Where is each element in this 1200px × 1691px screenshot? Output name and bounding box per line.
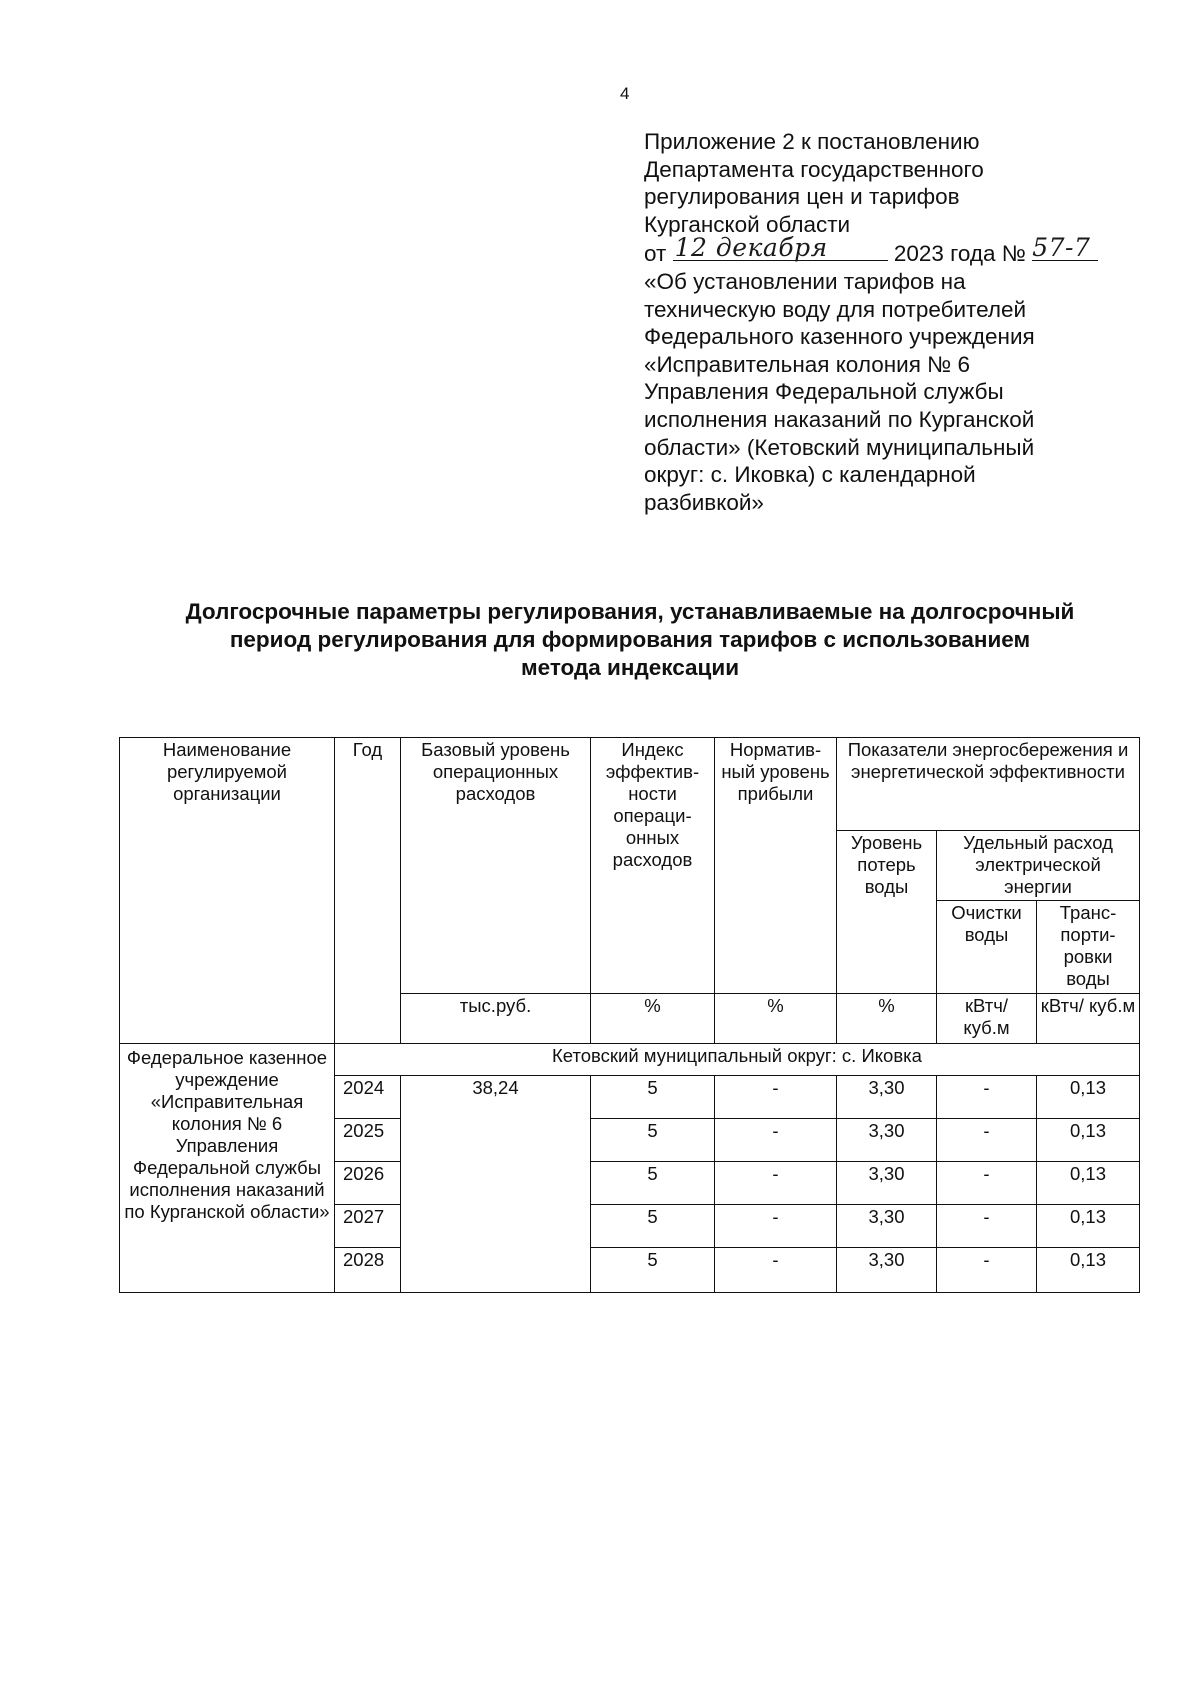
appendix-subject-line: «Исправительная колония № 6 bbox=[644, 351, 971, 377]
losses-cell: 3,30 bbox=[837, 1205, 937, 1248]
appendix-subject-line: разбивкой» bbox=[644, 489, 764, 515]
header-normative-profit: Норматив-ный уровень прибыли bbox=[715, 738, 837, 994]
header-specific-power: Удельный расход электрической энергии bbox=[937, 831, 1140, 901]
transport-cell: 0,13 bbox=[1037, 1248, 1140, 1293]
index-cell: 5 bbox=[591, 1119, 715, 1162]
year-cell: 2028 bbox=[335, 1248, 401, 1293]
number-blank bbox=[1032, 232, 1098, 262]
transport-cell: 0,13 bbox=[1037, 1076, 1140, 1119]
index-cell: 5 bbox=[591, 1076, 715, 1119]
date-blank bbox=[673, 232, 888, 262]
losses-cell: 3,30 bbox=[837, 1248, 937, 1293]
handwritten-number: 57-7 bbox=[1032, 232, 1091, 262]
title-line: Долгосрочные параметры регулирования, устанавливаемые на долгосрочный bbox=[185, 599, 1075, 624]
index-cell: 5 bbox=[591, 1248, 715, 1293]
header-energy-group: Показатели энергосбережения и энергетической эффективности bbox=[837, 738, 1140, 831]
year-cell: 2026 bbox=[335, 1162, 401, 1205]
profit-cell: - bbox=[715, 1205, 837, 1248]
unit-transport: кВтч/ куб.м bbox=[1037, 994, 1140, 1044]
year-cell: 2025 bbox=[335, 1119, 401, 1162]
appendix-subject-line: техническую воду для потребителей bbox=[644, 296, 1027, 322]
unit-empty bbox=[120, 994, 335, 1044]
appendix-date-line bbox=[644, 232, 1114, 268]
handwritten-date: 12 декабря bbox=[674, 232, 828, 262]
losses-cell: 3,30 bbox=[837, 1076, 937, 1119]
document-title bbox=[110, 598, 1150, 682]
purification-cell: - bbox=[937, 1162, 1037, 1205]
organization-name: Федеральное казенное учреждение «Исправительная колония № 6 Управления Федеральной службы исполнения наказаний по Курганской области» bbox=[120, 1044, 335, 1293]
appendix-line: регулирования цен и тарифов bbox=[644, 184, 960, 210]
purification-cell: - bbox=[937, 1205, 1037, 1248]
unit-normative-profit: % bbox=[715, 994, 837, 1044]
appendix-subject-line: Управления Федеральной службы bbox=[644, 379, 1004, 405]
unit-purification: кВтч/ куб.м bbox=[937, 994, 1037, 1044]
header-org-name: Наименование регулируемой организации bbox=[120, 738, 335, 994]
header-purification: Очистки воды bbox=[937, 901, 1037, 994]
year-cell: 2027 bbox=[335, 1205, 401, 1248]
title-line: метода индексации bbox=[520, 655, 740, 680]
losses-cell: 3,30 bbox=[837, 1119, 937, 1162]
index-cell: 5 bbox=[591, 1162, 715, 1205]
from-prefix: от bbox=[644, 241, 667, 267]
appendix-subject-line: области» (Кетовский муниципальный bbox=[644, 434, 1035, 460]
purification-cell: - bbox=[937, 1076, 1037, 1119]
year-text: 2023 года № bbox=[893, 241, 1026, 267]
transport-cell: 0,13 bbox=[1037, 1205, 1140, 1248]
appendix-subject-line: «Об установлении тарифов на bbox=[644, 268, 966, 294]
header-base-opex: Базовый уровень операционных расходов bbox=[401, 738, 591, 994]
unit-base-opex: тыс.руб. bbox=[401, 994, 591, 1044]
territory-row: Кетовский муниципальный округ: с. Иковка bbox=[335, 1044, 1140, 1076]
parameters-table bbox=[119, 737, 1140, 1293]
transport-cell: 0,13 bbox=[1037, 1162, 1140, 1205]
header-transport: Транс-порти-ровки воды bbox=[1037, 901, 1140, 994]
index-cell: 5 bbox=[591, 1205, 715, 1248]
appendix-subject-line: исполнения наказаний по Курганской bbox=[644, 406, 1035, 432]
page-number: 4 bbox=[620, 84, 630, 103]
appendix-subject-line: округ: с. Иковка) с календарной bbox=[644, 462, 976, 488]
transport-cell: 0,13 bbox=[1037, 1119, 1140, 1162]
unit-efficiency-index: % bbox=[591, 994, 715, 1044]
appendix-subject-line: Федерального казенного учреждения bbox=[644, 324, 1035, 350]
losses-cell: 3,30 bbox=[837, 1162, 937, 1205]
profit-cell: - bbox=[715, 1248, 837, 1293]
purification-cell: - bbox=[937, 1248, 1037, 1293]
unit-water-losses: % bbox=[837, 994, 937, 1044]
appendix-line: Курганской области bbox=[644, 211, 851, 237]
appendix-line: Приложение 2 к постановлению bbox=[644, 129, 980, 154]
header-year: Год bbox=[335, 738, 401, 1044]
profit-cell: - bbox=[715, 1076, 837, 1119]
year-cell: 2024 bbox=[335, 1076, 401, 1119]
profit-cell: - bbox=[715, 1162, 837, 1205]
title-line: период регулирования для формирования тарифов с использованием bbox=[229, 627, 1031, 652]
appendix-line: Департамента государственного bbox=[644, 156, 984, 182]
header-water-losses: Уровень потерь воды bbox=[837, 831, 937, 994]
profit-cell: - bbox=[715, 1119, 837, 1162]
base-opex-value: 38,24 bbox=[401, 1076, 591, 1293]
appendix-block bbox=[644, 128, 1114, 516]
header-efficiency-index: Индекс эффектив-ности операци-онных расходов bbox=[591, 738, 715, 994]
purification-cell: - bbox=[937, 1119, 1037, 1162]
